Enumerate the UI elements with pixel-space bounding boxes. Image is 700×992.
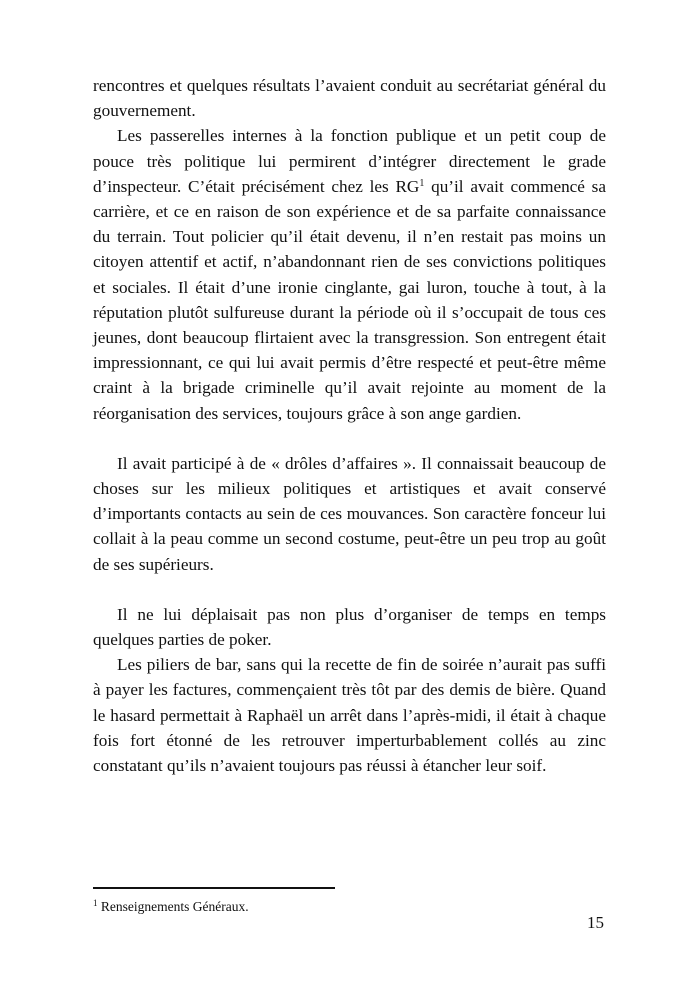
footnote-separator xyxy=(93,887,335,889)
paragraph: Il avait participé à de « drôles d’affaires ». Il connaissait beaucoup de choses sur les milieux politiques et artistiques et avait conservé d’importants contacts au sein de ces mouvances. Son caractère fonceur lui collait à la peau comme un second costume, peut-être un peu trop au goût de ses supérieurs. xyxy=(93,453,606,574)
body-text xyxy=(93,73,606,778)
footnote-reference: 1 xyxy=(419,177,425,189)
paragraph xyxy=(93,123,606,425)
footnote-marker: 1 xyxy=(93,898,98,908)
paragraph: Il ne lui déplaisait pas non plus d’organiser de temps en temps quelques parties de poker. xyxy=(93,604,606,650)
paragraph: rencontres et quelques résultats l’avaient conduit au secrétariat général du gouvernement. xyxy=(93,76,606,121)
paragraph-text: qu’il avait commencé sa carrière, et ce en raison de son expérience et de sa parfaite connaissance du terrain. Tout policier qu’il était devenu, il n’en restait pas moins un citoyen attentif et actif, n’abandonnant rien de ses convictions politiques et sociales. Il était d’une ironie cinglante, gai luron, touche à tout, à la réputation plutôt sulfureuse durant la période où il s’occupait de tous ces jeunes, dont beaucoup flirtaient avec la transgression. Son entregent était impressionnant, ce qui lui avait permis d’être respecté et peut-être même craint à la brigade criminelle qu’il avait rejointe au moment de la réorganisation des services, toujours grâce à son ange gardien. xyxy=(93,176,606,423)
paragraph: Les piliers de bar, sans qui la recette de fin de soirée n’aurait pas suffi à payer les factures, commençaient très tôt par des demis de bière. Quand le hasard permettait à Raphaël un arrêt dans l’après-midi, il était à chaque fois fort étonné de les retrouver imperturbablement collés au zinc constatant qu’ils n’avaient toujours pas réussi à étancher leur soif. xyxy=(93,655,606,776)
footnote-text: Renseignements Généraux. xyxy=(97,899,249,914)
footnote xyxy=(93,898,249,916)
paragraph-text: Les passerelles internes à la fonction publique et un petit coup de pouce très politique lui permirent d’intégrer directement le grade d’inspecteur. C’était précisément chez les RG xyxy=(93,126,606,196)
page-number: 15 xyxy=(587,913,604,932)
